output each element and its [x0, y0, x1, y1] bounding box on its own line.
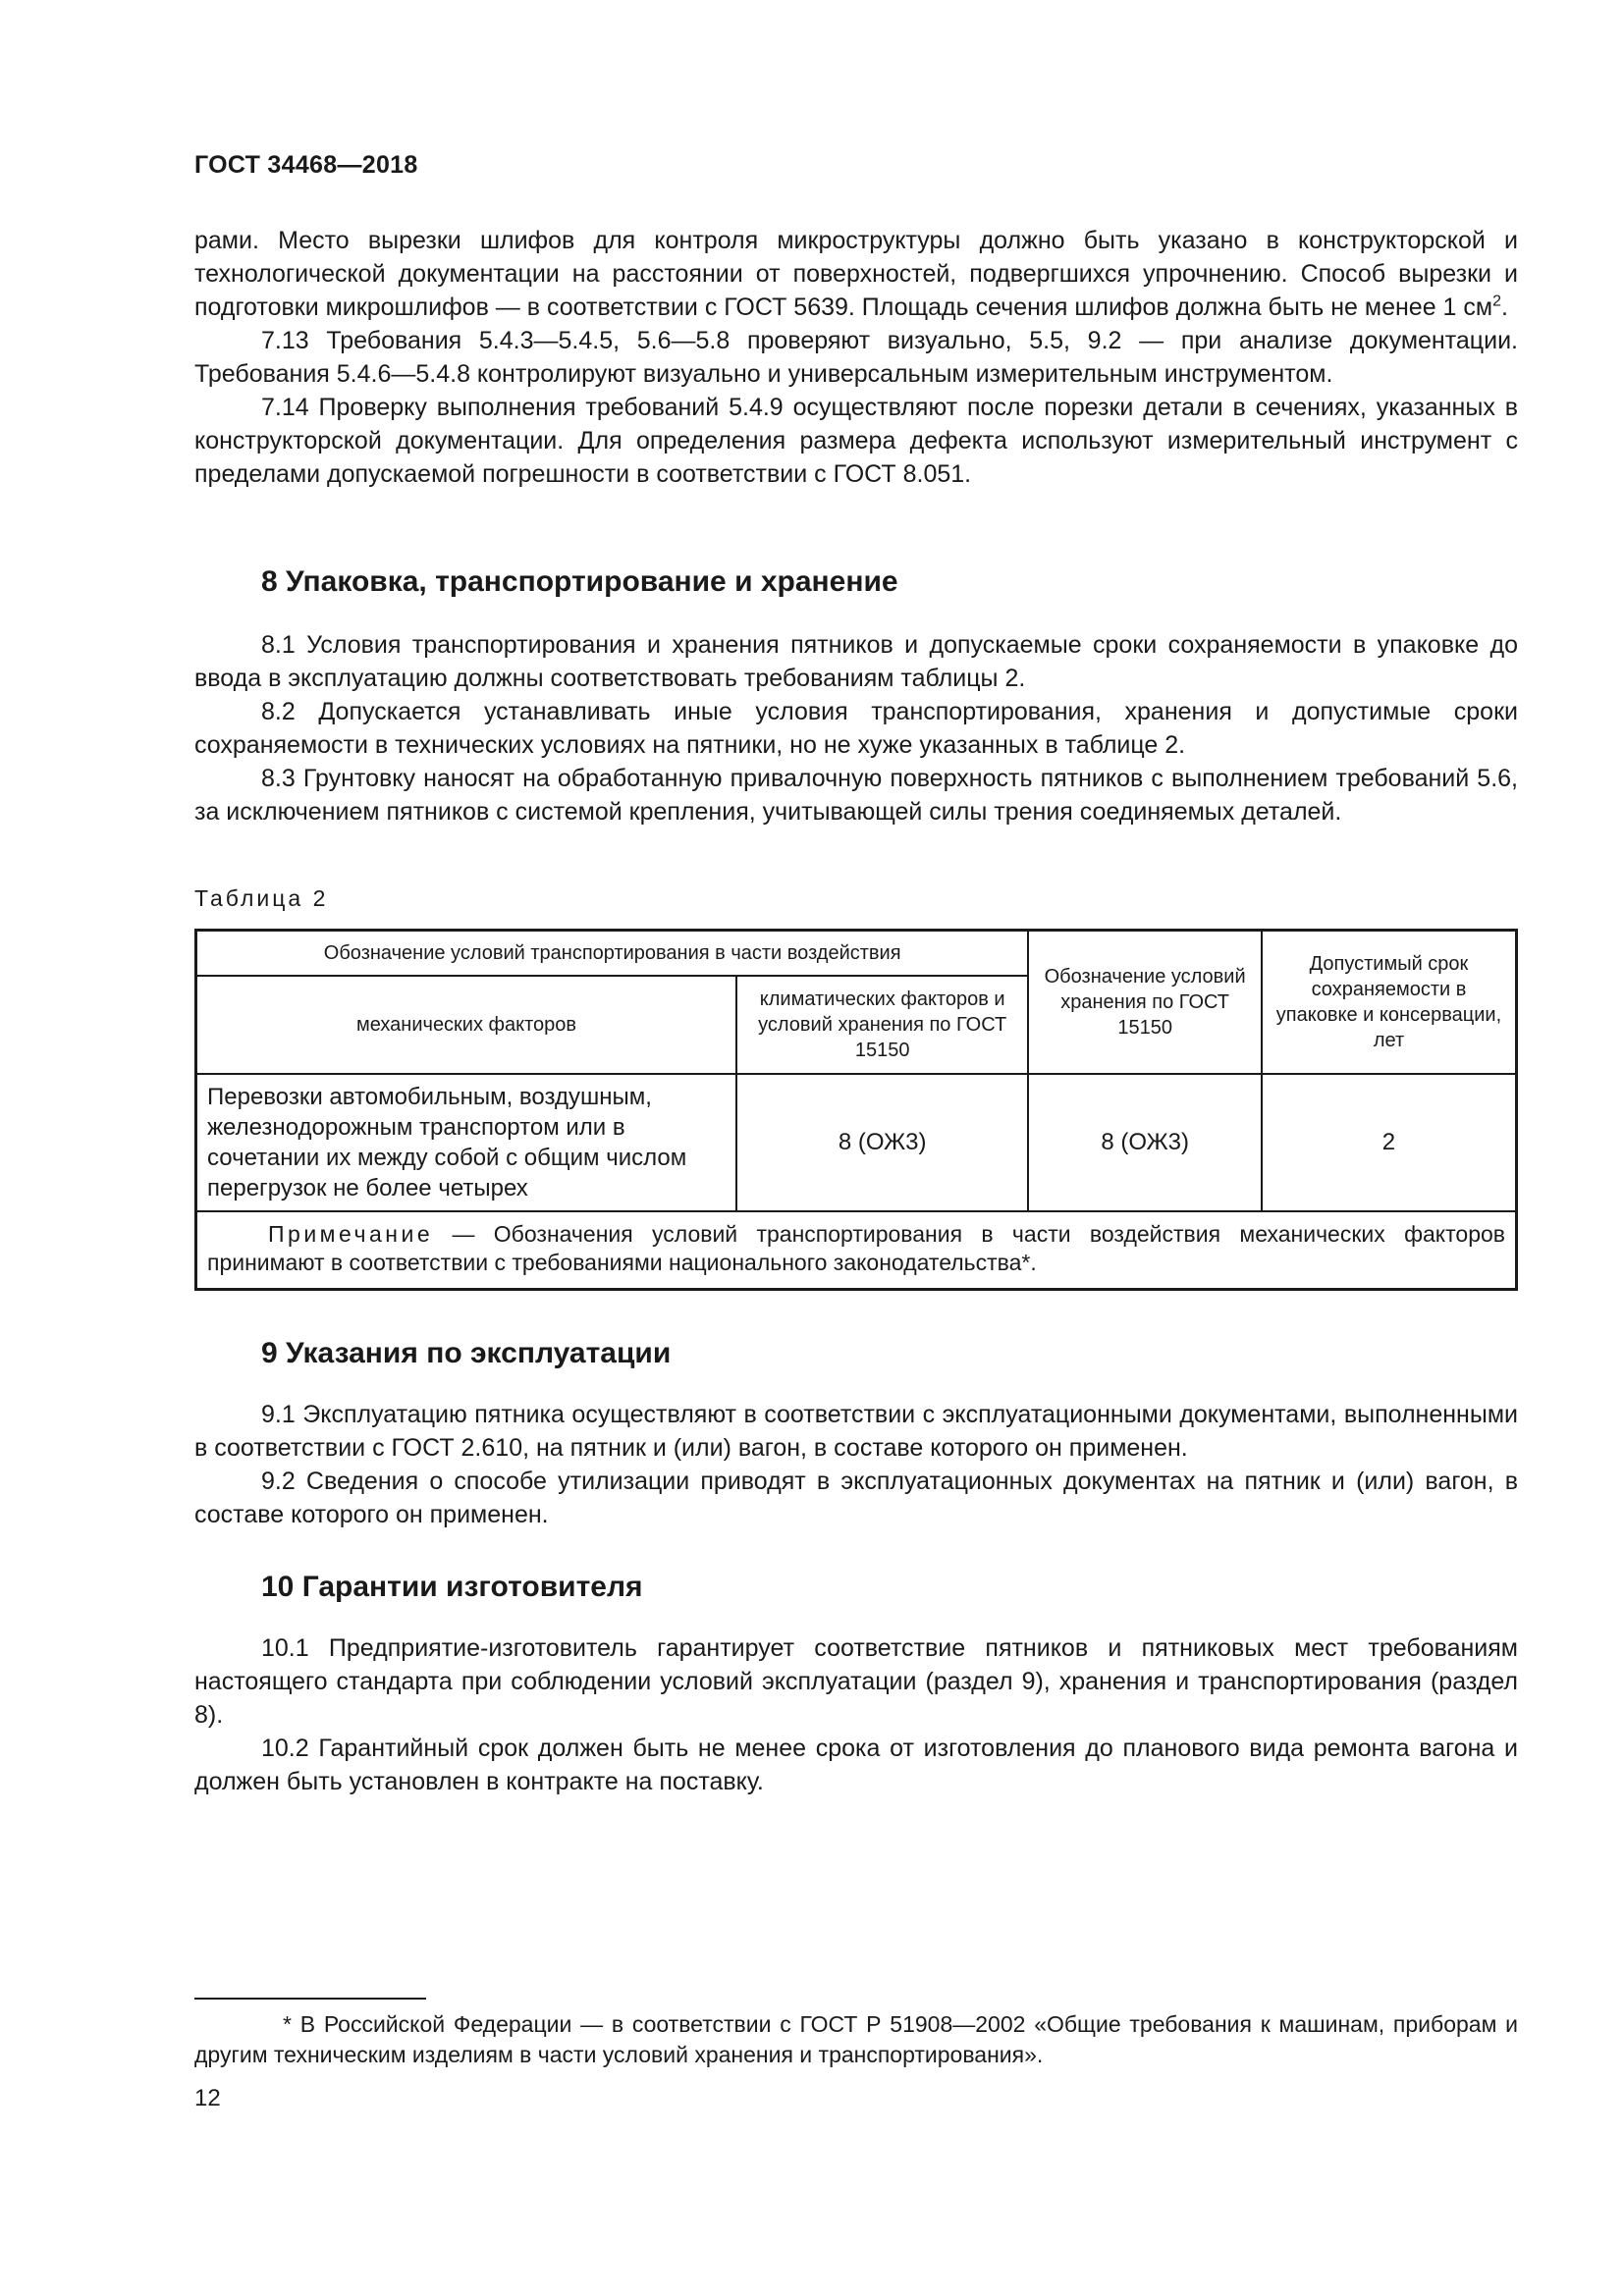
paragraph-text: рами. Место вырезки шлифов для контроля микроструктуры должно быть указано в конструкторской и технологической документации на расстоянии от поверхностей, подвергшихся упрочнению. Способ вырезки и подготовки микрошлифов — в соответствии с ГОСТ 5639. Площадь сечения шлифов должна быть не менее 1 см	[194, 227, 1518, 321]
table-header-climate: климатических факторов и условий хранения по ГОСТ 15150	[736, 976, 1028, 1074]
table-note-text: — Обозначения условий транспортирования в части воздействия механических факторов принимают в соответствии с требованиями национального законодательства*.	[207, 1221, 1505, 1276]
section-9-body	[194, 1398, 1518, 1531]
table-header-storage: Обозначение условий хранения по ГОСТ 15150	[1028, 931, 1262, 1074]
table-cell-climate: 8 (ОЖ3)	[736, 1074, 1028, 1211]
table-note-label: Примечание	[268, 1221, 434, 1248]
footnote-divider	[194, 1998, 426, 2000]
section-9-title: 9 Указания по эксплуатации	[261, 1337, 672, 1369]
table-cell-storage: 8 (ОЖ3)	[1028, 1074, 1262, 1211]
table-cell-term: 2	[1262, 1074, 1517, 1211]
paragraph-7-12-continuation	[194, 224, 1518, 324]
paragraph-8-2: 8.2 Допускается устанавливать иные условия транспортирования, хранения и допустимые сроки сохраняемости в технических условиях на пятники, но не хуже указанных в таблице 2.	[194, 698, 1518, 759]
paragraph-end: .	[1501, 294, 1508, 321]
footnote: * В Российской Федерации — в соответствии с ГОСТ Р 51908—2002 «Общие требования к машинам, приборам и другим техническим изделиям в части условий хранения и транспортирования».	[194, 2011, 1518, 2067]
section-10-body	[194, 1631, 1518, 1798]
paragraph-9-1: 9.1 Эксплуатацию пятника осуществляют в соответствии с эксплуатационными документами, выполненными в соответствии с ГОСТ 2.610, на пятник и (или) вагон, в составе которого он применен.	[194, 1401, 1518, 1462]
table-header-term: Допустимый срок сохраняемости в упаковке и консервации, лет	[1262, 931, 1517, 1074]
paragraph-8-3: 8.3 Грунтовку наносят на обработанную привалочную поверхность пятников с выполнением требований 5.6, за исключением пятников с системой крепления, учитывающей силы трения соединяемых деталей.	[194, 765, 1518, 826]
paragraph-7-13: 7.13 Требования 5.4.3—5.4.5, 5.6—5.8 проверяют визуально, 5.5, 9.2 — при анализе документации. Требования 5.4.6—5.4.8 контролируют визуально и универсальным измерительным инструментом.	[194, 327, 1518, 388]
table-caption: Таблица 2	[194, 885, 329, 911]
intro-block	[194, 224, 1518, 491]
paragraph-9-2: 9.2 Сведения о способе утилизации приводят в эксплуатационных документах на пятник и (или) вагон, в составе которого он применен.	[194, 1468, 1518, 1528]
superscript-2: 2	[1492, 293, 1502, 310]
paragraph-8-1: 8.1 Условия транспортирования и хранения пятников и допускаемые сроки сохраняемости в упаковке до ввода в эксплуатацию должны соответствовать требованиям таблицы 2.	[194, 631, 1518, 692]
paragraph-10-1: 10.1 Предприятие-изготовитель гарантирует соответствие пятников и пятниковых мест требованиям настоящего стандарта при соблюдении условий эксплуатации (раздел 9), хранения и транспортирования (раздел 8).	[194, 1634, 1518, 1729]
table-group-header: Обозначение условий транспортирования в части воздействия	[196, 931, 1029, 976]
table-note	[196, 1211, 1517, 1290]
table-header-mechanical: механических факторов	[196, 976, 737, 1074]
table-2	[194, 929, 1518, 1291]
table-cell-mechanical: Перевозки автомобильным, воздушным, железнодорожным транспортом или в сочетании их между собой с общим числом перегрузок не более четырех	[196, 1074, 737, 1211]
section-8-title: 8 Упаковка, транспортирование и хранение	[261, 565, 898, 598]
section-10-title: 10 Гарантии изготовителя	[261, 1571, 643, 1603]
section-8-body	[194, 628, 1518, 828]
page-number: 12	[194, 2085, 221, 2111]
paragraph-10-2: 10.2 Гарантийный срок должен быть не менее срока от изготовления до планового вида ремонта вагона и должен быть установлен в контракте на поставку.	[194, 1735, 1518, 1795]
table-row	[196, 1074, 1517, 1211]
paragraph-7-14: 7.14 Проверку выполнения требований 5.4.9 осуществляют после порезки детали в сечениях, указанных в конструкторской документации. Для определения размера дефекта используют измерительный инструмент с пределами допускаемой погрешности в соответствии с ГОСТ 8.051.	[194, 394, 1518, 488]
document-code-header: ГОСТ 34468—2018	[194, 151, 418, 179]
